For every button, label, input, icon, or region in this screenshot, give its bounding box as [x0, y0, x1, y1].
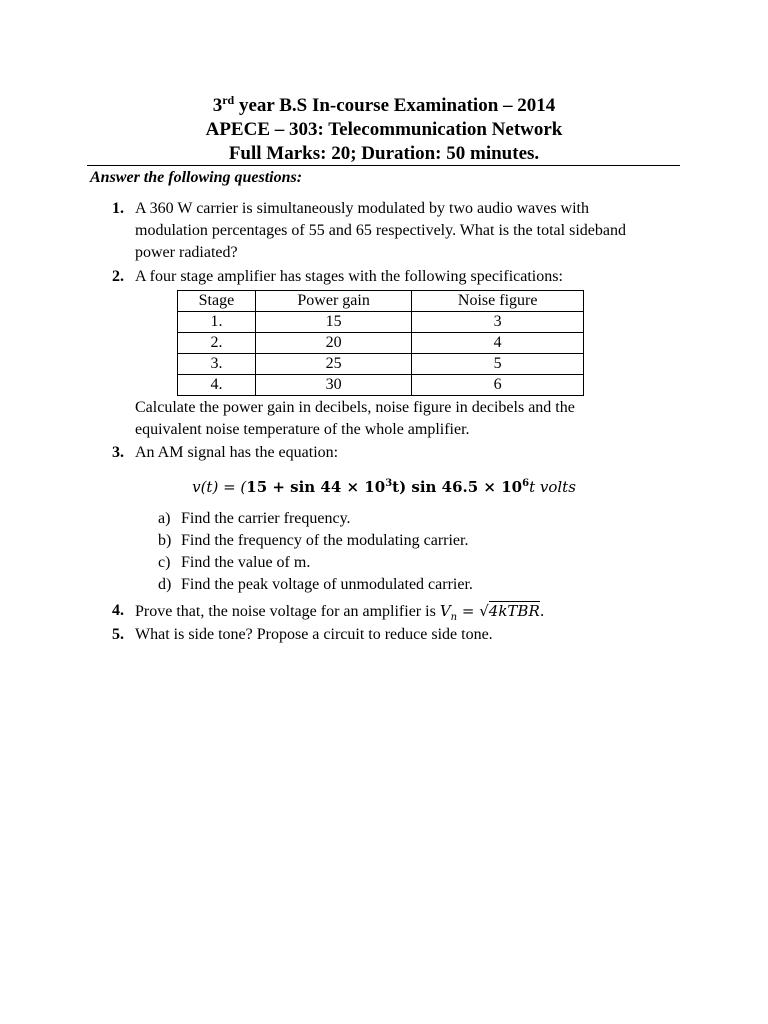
- question-2-line: equivalent noise temperature of the whole amplifier.: [135, 421, 470, 438]
- instruction: Answer the following questions:: [90, 169, 303, 186]
- header-rule: [87, 165, 680, 166]
- table-header-cell: Stage: [178, 291, 256, 312]
- subpart-label: c): [158, 554, 171, 571]
- question-number: 4.: [112, 602, 124, 619]
- question-2-line: A four stage amplifier has stages with the following specifications:: [135, 268, 563, 285]
- table-header-cell: Noise figure: [412, 291, 584, 312]
- table-cell: 2.: [178, 333, 256, 354]
- question-1-line: power radiated?: [135, 244, 238, 261]
- table-cell: 15: [255, 312, 411, 333]
- marks-duration: Full Marks: 20; Duration: 50 minutes.: [228, 143, 540, 164]
- subpart-text: Find the value of m.: [181, 554, 311, 571]
- table-header-cell: Power gain: [255, 291, 411, 312]
- table-cell: 25: [255, 354, 411, 375]
- question-number: 3.: [112, 444, 124, 461]
- table-row: [178, 375, 584, 396]
- subpart-label: a): [158, 510, 171, 527]
- question-number: 5.: [112, 626, 124, 643]
- exam-title-line1: 3rd year B.S In-course Examination – 2014: [212, 93, 556, 116]
- subpart-label: d): [158, 576, 172, 593]
- table-header-row: [178, 291, 584, 312]
- table-cell: 20: [255, 333, 411, 354]
- question-5-line: What is side tone? Propose a circuit to reduce side tone.: [135, 626, 493, 643]
- table-row: [178, 354, 584, 375]
- subpart-text: Find the carrier frequency.: [181, 510, 351, 527]
- noise-voltage-formula: $V_n$ = √4kTBR.: [439, 602, 545, 623]
- table-row: [178, 333, 584, 354]
- subpart-text: Find the peak voltage of unmodulated carrier.: [181, 576, 473, 593]
- table-cell: 3.: [178, 354, 256, 375]
- amplifier-spec-table: [177, 290, 584, 396]
- am-signal-equation: $v(t) = (15 + \sin 44 \times 10^3t)$ $\sin 46.5 \times 10^6t$ volts: [192, 478, 576, 496]
- subpart-text: Find the frequency of the modulating carrier.: [181, 532, 469, 549]
- table-cell: 1.: [178, 312, 256, 333]
- table-row: [178, 312, 584, 333]
- question-1-line: modulation percentages of 55 and 65 respectively. What is the total sideband: [135, 222, 626, 239]
- question-1-line: A 360 W carrier is simultaneously modulated by two audio waves with: [135, 200, 589, 217]
- course-title: APECE – 303: Telecommunication Network: [205, 119, 563, 140]
- question-number: 2.: [112, 268, 124, 285]
- question-number: 1.: [112, 200, 124, 217]
- table-cell: 6: [412, 375, 584, 396]
- table-cell: 3: [412, 312, 584, 333]
- table-cell: 4: [412, 333, 584, 354]
- table-cell: 5: [412, 354, 584, 375]
- question-3-line: An AM signal has the equation:: [135, 444, 339, 461]
- subpart-label: b): [158, 532, 172, 549]
- question-2-line: Calculate the power gain in decibels, noise figure in decibels and the: [135, 399, 575, 416]
- table-cell: 4.: [178, 375, 256, 396]
- question-4-line: Prove that, the noise voltage for an amplifier is $V_n$ = √4kTBR.: [135, 602, 545, 623]
- table-cell: 30: [255, 375, 411, 396]
